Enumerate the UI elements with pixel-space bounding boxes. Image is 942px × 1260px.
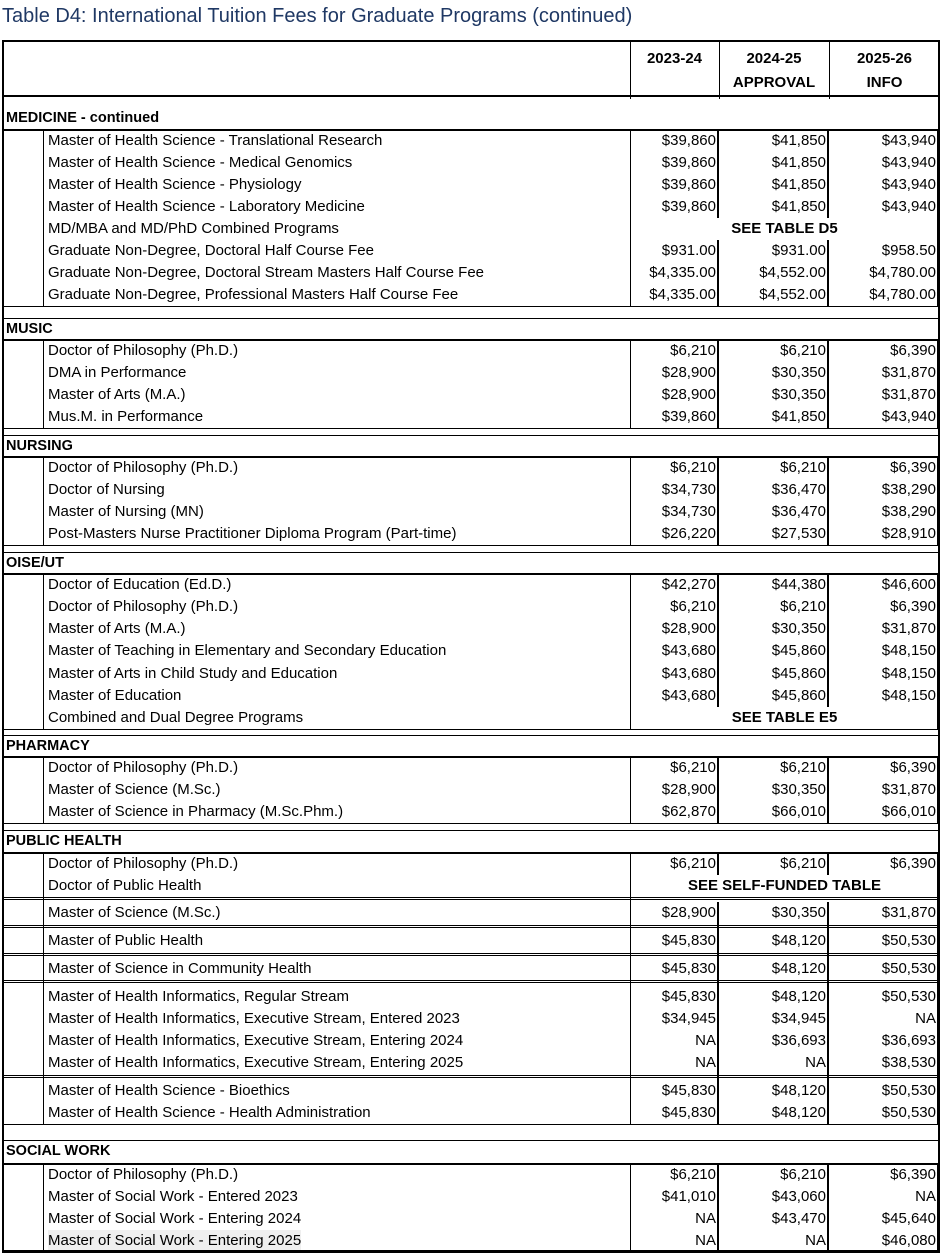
fee-2024-25: $41,850 [719,196,829,218]
fee-2025-26: $50,530 [829,1080,939,1102]
fee-2024-25: $6,210 [719,340,829,362]
fee-2024-25: $45,860 [719,640,829,663]
fee-2023-24: NA [630,1030,719,1052]
fee-2025-26: $6,390 [829,457,939,479]
fee-2025-26: $28,910 [829,523,939,545]
see-table-note: SEE SELF-FUNDED TABLE [687,877,882,894]
program-name: Master of Health Science - Health Administration [48,1104,371,1121]
table-row [2,618,940,640]
table-row [2,479,940,501]
table-row [2,757,940,779]
fee-2023-24: $42,270 [630,574,719,596]
program-name: MD/MBA and MD/PhD Combined Programs [48,220,339,237]
fee-2023-24: $34,945 [630,1008,719,1030]
fee-2024-25: $44,380 [719,574,829,596]
table-row [2,640,940,663]
program-name: Master of Science (M.Sc.) [48,781,221,798]
program-name: Graduate Non-Degree, Professional Masters Half Course Fee [48,286,459,303]
tuition-table [2,40,940,1252]
fee-2023-24: $39,860 [630,152,719,174]
fee-2025-26: $43,940 [829,406,939,428]
fee-2025-26: $6,390 [829,596,939,618]
fee-2024-25: $41,850 [719,130,829,152]
fee-2023-24: $28,900 [630,362,719,384]
program-name: Master of Social Work - Entered 2023 [48,1188,298,1205]
fee-2025-26: $958.50 [829,240,939,262]
program-name: Master of Health Informatics, Executive Stream, Entered 2023 [48,1010,460,1027]
fee-2023-24: NA [630,1052,719,1080]
fee-2023-24: $6,210 [630,457,719,479]
program-name: Master of Health Informatics, Regular Stream [48,988,349,1005]
fee-2023-24: $28,900 [630,618,719,640]
col-2024-25: 2024-25 [746,50,802,67]
fee-2023-24: $43,680 [630,663,719,685]
program-name: Master of Teaching in Elementary and Secondary Education [48,642,447,659]
fee-2024-25: $43,470 [719,1208,829,1230]
fee-2025-26: $31,870 [829,779,939,801]
fee-2025-26: $31,870 [829,902,939,930]
program-name: Doctor of Philosophy (Ph.D.) [48,459,239,476]
fee-2025-26: $31,870 [829,384,939,406]
fee-2024-25: $931.00 [719,240,829,262]
fee-2025-26: $6,390 [829,757,939,779]
fee-2023-24: $45,830 [630,1080,719,1102]
program-name: Post-Masters Nurse Practitioner Diploma Program (Part-time) [48,525,457,542]
fee-2025-26: $50,530 [829,1102,939,1124]
fee-2025-26: $31,870 [829,618,939,640]
table-row [2,1186,940,1208]
see-table-note: SEE TABLE D5 [731,220,838,237]
fee-2025-26: $4,780.00 [829,284,939,306]
fee-2024-25: $30,350 [719,902,829,930]
section-title: PHARMACY [6,738,90,754]
fee-2025-26: $43,940 [829,174,939,196]
fee-2023-24: $45,830 [630,986,719,1008]
program-name: Master of Health Informatics, Executive Stream, Entering 2024 [48,1032,464,1049]
fee-2023-24: $45,830 [630,1102,719,1124]
col-2024-25-approval: APPROVAL [732,74,816,91]
fee-2023-24: $6,210 [630,757,719,779]
section-title: SOCIAL WORK [6,1143,111,1159]
program-name: Master of Arts (M.A.) [48,386,186,403]
fee-2025-26: $38,290 [829,501,939,523]
table-row [2,174,940,196]
fee-2025-26: $31,870 [829,362,939,384]
program-name: Master of Science in Community Health [48,960,312,977]
section-title: OISE/UT [6,555,65,571]
program-name: Doctor of Philosophy (Ph.D.) [48,759,239,776]
table-row [2,685,940,707]
program-name: Master of Education [48,687,182,704]
fee-2023-24: $45,830 [630,930,719,958]
program-name: Master of Science in Pharmacy (M.Sc.Phm.) [48,803,344,820]
fee-2024-25: $41,850 [719,406,829,428]
program-name: Master of Health Science - Physiology [48,176,302,193]
fee-2023-24: NA [630,1208,719,1230]
table-row [2,596,940,618]
fee-2023-24: $43,680 [630,685,719,707]
fee-2025-26: $43,940 [829,152,939,174]
fee-2024-25: $36,693 [719,1030,829,1052]
fee-2025-26: $4,780.00 [829,262,939,284]
program-name: Master of Arts in Child Study and Education [48,665,338,682]
table-row [2,853,940,875]
table-row [2,384,940,406]
fee-2023-24: $6,210 [630,340,719,362]
program-name: Master of Health Science - Translational Research [48,132,383,149]
fee-2024-25: $48,120 [719,1080,829,1102]
fee-2025-26: $50,530 [829,958,939,986]
fee-2023-24: $34,730 [630,501,719,523]
fee-2025-26: $38,530 [829,1052,939,1080]
fee-2023-24: $39,860 [630,174,719,196]
fee-2023-24: $34,730 [630,479,719,501]
fee-2025-26: $36,693 [829,1030,939,1052]
fee-2023-24: $4,335.00 [630,284,719,306]
see-table-note: SEE TABLE E5 [731,709,838,726]
fee-2025-26: $43,940 [829,130,939,152]
fee-2023-24: $4,335.00 [630,262,719,284]
fee-2024-25: $66,010 [719,801,829,823]
table-row [2,284,940,306]
fee-2025-26: $46,600 [829,574,939,596]
fee-2023-24: $28,900 [630,384,719,406]
fee-2024-25: $41,850 [719,174,829,196]
table-row [2,1008,940,1030]
fee-2024-25: $30,350 [719,362,829,384]
fee-2025-26: $6,390 [829,340,939,362]
fee-2023-24: $931.00 [630,240,719,262]
program-name: Master of Health Science - Medical Genomics [48,154,353,171]
fee-2025-26: $46,080 [829,1230,939,1252]
program-name: Combined and Dual Degree Programs [48,709,304,726]
fee-2024-25: $45,860 [719,663,829,685]
fee-2024-25: $41,850 [719,152,829,174]
table-row [2,1208,940,1230]
table-row [2,1102,940,1124]
table-row [2,240,940,262]
fee-2024-25: $30,350 [719,779,829,801]
fee-2023-24: $39,860 [630,196,719,218]
table-row [2,457,940,479]
table-row [2,1080,940,1102]
fee-2023-24: $45,830 [630,958,719,986]
section-title: NURSING [6,438,73,454]
table-row [2,707,940,729]
table-row [2,574,940,596]
program-name: Master of Nursing (MN) [48,503,204,520]
table-row [2,1164,940,1186]
table-row [2,262,940,284]
fee-2024-25: $48,120 [719,958,829,986]
fee-2024-25: $45,860 [719,685,829,707]
fee-2024-25: $48,120 [719,1102,829,1124]
fee-2023-24: $26,220 [630,523,719,545]
fee-2023-24: NA [630,1230,719,1252]
fee-2023-24: $39,860 [630,130,719,152]
section-title: MUSIC [6,321,53,337]
fee-2024-25: $27,530 [719,523,829,545]
table-row [2,1230,940,1252]
fee-2025-26: $45,640 [829,1208,939,1230]
fee-2023-24: $6,210 [630,1164,719,1186]
table-row [2,218,940,240]
fee-2023-24: $43,680 [630,640,719,663]
program-name: Doctor of Philosophy (Ph.D.) [48,1166,239,1183]
fee-2024-25: $36,470 [719,501,829,523]
fee-2025-26: NA [829,1186,939,1208]
fee-2024-25: $48,120 [719,930,829,958]
fee-2025-26: $48,150 [829,663,939,685]
program-name: Doctor of Nursing [48,481,165,498]
table-row [2,196,940,218]
fee-2024-25: $30,350 [719,384,829,406]
program-name: Master of Arts (M.A.) [48,620,186,637]
fee-2023-24: $28,900 [630,779,719,801]
fee-2024-25: $48,120 [719,986,829,1008]
fee-2025-26: $48,150 [829,640,939,663]
fee-2024-25: NA [719,1052,829,1080]
program-name: Master of Health Science - Bioethics [48,1082,290,1099]
program-name: Doctor of Philosophy (Ph.D.) [48,342,239,359]
program-name: Master of Health Science - Laboratory Medicine [48,198,365,215]
section-title: MEDICINE - continued [6,110,160,126]
fee-2023-24: $62,870 [630,801,719,823]
fee-2025-26: $66,010 [829,801,939,823]
fee-2024-25: $6,210 [719,757,829,779]
table-row [2,152,940,174]
program-name: Graduate Non-Degree, Doctoral Stream Masters Half Course Fee [48,264,485,281]
fee-2024-25: $34,945 [719,1008,829,1030]
program-name: Doctor of Public Health [48,877,202,894]
fee-2025-26: NA [829,1008,939,1030]
table-row [2,130,940,152]
program-name: Master of Social Work - Entering 2024 [48,1210,302,1227]
fee-2025-26: $48,150 [829,685,939,707]
program-name: Doctor of Philosophy (Ph.D.) [48,598,239,615]
fee-2023-24: $39,860 [630,406,719,428]
table-row [2,1030,940,1052]
fee-2024-25: $30,350 [719,618,829,640]
fee-2024-25: $36,470 [719,479,829,501]
program-name: DMA in Performance [48,364,187,381]
table-row [2,362,940,384]
table-row [2,663,940,685]
table-row [2,779,940,801]
section-title: PUBLIC HEALTH [6,833,122,849]
fee-2024-25: $6,210 [719,1164,829,1186]
fee-2024-25: $43,060 [719,1186,829,1208]
fee-2023-24: $6,210 [630,596,719,618]
fee-2024-25: $4,552.00 [719,262,829,284]
table-row [2,340,940,362]
fee-2025-26: $6,390 [829,853,939,875]
col-2025-26-info: INFO [866,74,903,91]
fee-2024-25: $6,210 [719,853,829,875]
table-row [2,801,940,823]
table-row [2,986,940,1008]
program-name: Doctor of Education (Ed.D.) [48,576,232,593]
program-name: Master of Health Informatics, Executive Stream, Entering 2025 [48,1054,464,1071]
table-header [2,40,940,97]
table-row [2,406,940,428]
fee-2025-26: $6,390 [829,1164,939,1186]
fee-2023-24: $6,210 [630,853,719,875]
fee-2025-26: $43,940 [829,196,939,218]
program-name: Doctor of Philosophy (Ph.D.) [48,855,239,872]
program-name: Master of Public Health [48,932,204,949]
table-row [2,523,940,545]
table-row [2,501,940,523]
fee-2025-26: $50,530 [829,930,939,958]
fee-2025-26: $38,290 [829,479,939,501]
fee-2024-25: NA [719,1230,829,1252]
fee-2024-25: $4,552.00 [719,284,829,306]
fee-2025-26: $50,530 [829,986,939,1008]
col-2023-24: 2023-24 [646,50,703,67]
program-name: Mus.M. in Performance [48,408,204,425]
page-title: Table D4: International Tuition Fees for Graduate Programs (continued) [2,5,633,27]
fee-2024-25: $6,210 [719,457,829,479]
fee-2023-24: $41,010 [630,1186,719,1208]
col-2025-26: 2025-26 [856,50,913,67]
program-name: Master of Science (M.Sc.) [48,904,221,921]
fee-2024-25: $6,210 [719,596,829,618]
fee-2023-24: $28,900 [630,902,719,930]
program-name: Master of Social Work - Entering 2025 [48,1230,301,1252]
program-name: Graduate Non-Degree, Doctoral Half Course Fee [48,242,374,259]
